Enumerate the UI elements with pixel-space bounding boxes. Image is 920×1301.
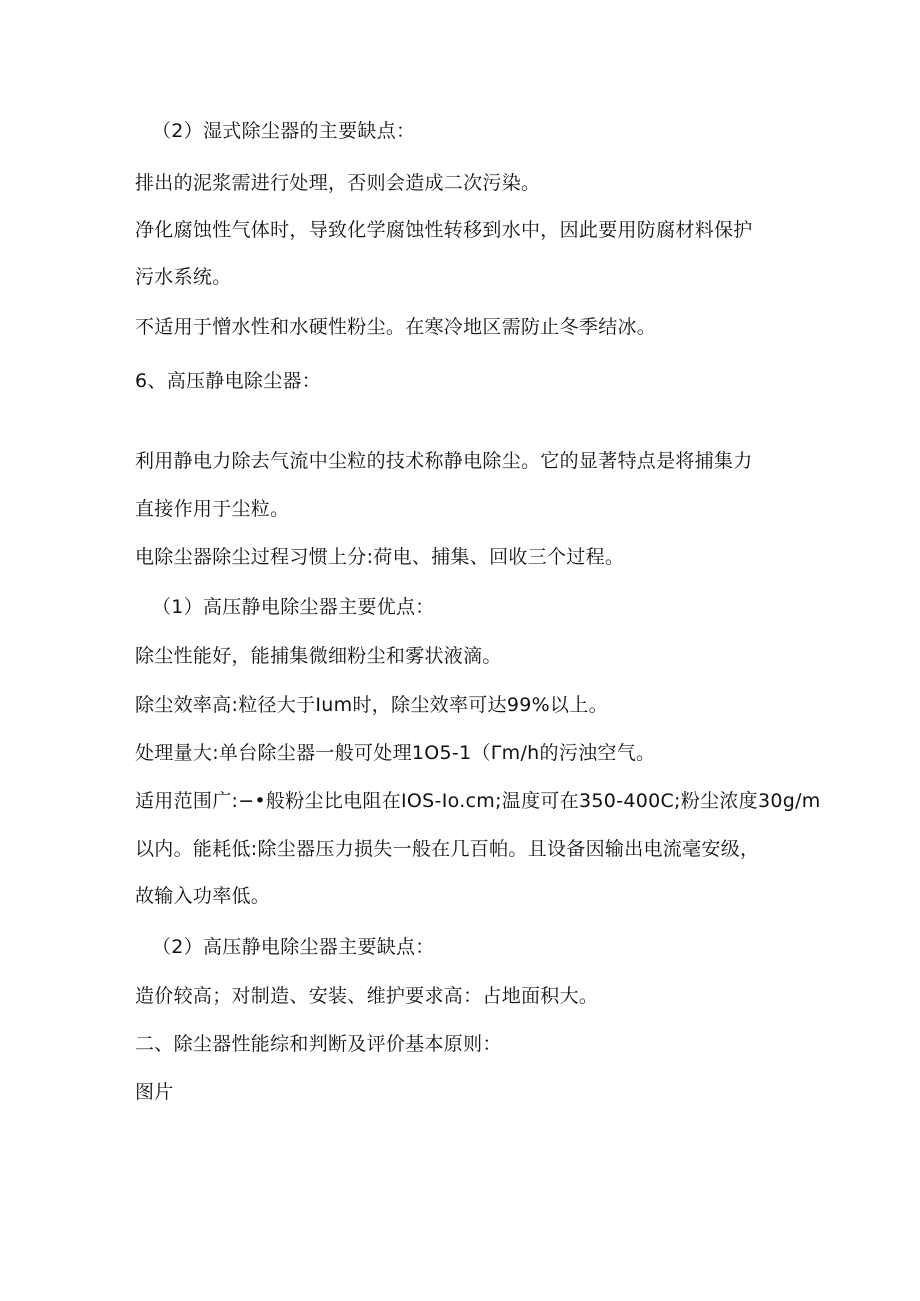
paragraph-text: 除尘性能好，能捕集微细粉尘和雾状液滴。	[135, 645, 502, 667]
paragraph-text: 利用静电力除去气流中尘粒的技术称静电除尘。它的显著特点是将捕集力	[135, 450, 753, 472]
paragraph-text: 故输入功率低。	[135, 885, 271, 907]
section-heading-electrostatic: 6、高压静电除尘器：	[135, 370, 322, 392]
paragraph-text: 直接作用于尘粒。	[135, 498, 290, 520]
paragraph-text: 处理量大:单台除尘器一般可处理1O5-1（Γm/h的污浊空气。	[135, 742, 656, 764]
paragraph-text: 造价较高；对制造、安装、维护要求高：占地面积大。	[135, 985, 599, 1007]
paragraph-text: 净化腐蚀性气体时，导致化学腐蚀性转移到水中，因此要用防腐材料保护	[135, 219, 753, 241]
paragraph-text: 电除尘器除尘过程习惯上分:荷电、捕集、回收三个过程。	[135, 546, 625, 568]
paragraph-text: 除尘效率高:粒径大于Ium时，除尘效率可达99%以上。	[135, 694, 608, 716]
paragraph-text: 污水系统。	[135, 266, 232, 288]
paragraph-text: 以内。能耗低:除尘器压力损失一般在几百帕。且设备因输出电流毫安级，	[135, 838, 760, 860]
paragraph-text: 适用范围广:−•般粉尘比电阻在IOS-Io.cm;温度可在350-400C;粉尘浓度30g∕m	[135, 790, 821, 812]
paragraph-text: 不适用于憎水性和水硬性粉尘。在寒冷地区需防止冬季结冰。	[135, 316, 657, 338]
paragraph-text: 排出的泥浆需进行处理，否则会造成二次污染。	[135, 172, 541, 194]
paragraph-heading-electrostatic-disadvantages: （2）高压静电除尘器主要缺点：	[152, 936, 435, 958]
image-placeholder-label: 图片	[135, 1081, 174, 1103]
section-heading-evaluation-principles: 二、除尘器性能综和判断及评价基本原则：	[135, 1033, 502, 1055]
paragraph-heading-electrostatic-advantages: （1）高压静电除尘器主要优点：	[152, 596, 435, 618]
paragraph-heading-wet-disadvantages: （2）湿式除尘器的主要缺点：	[152, 120, 416, 142]
